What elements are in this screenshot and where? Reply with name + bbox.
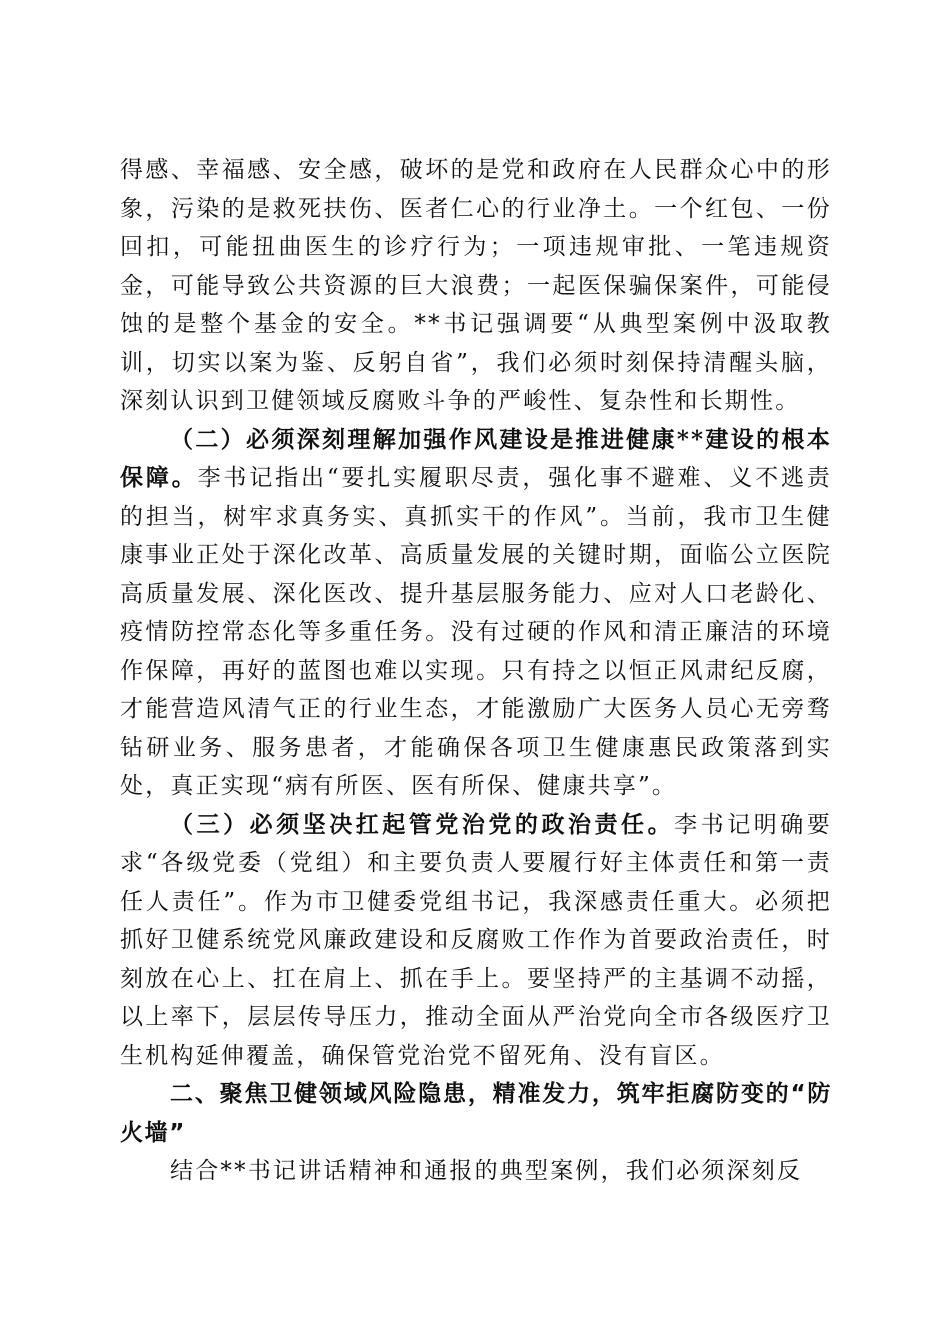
paragraph-continuation: 得感、幸福感、安全感，破坏的是党和政府在人民群众心中的形象，污染的是救死扶伤、医者仁心的行业净土。一个红包、一份回扣，可能扭曲医生的诊疗行为；一项违规审批、一笔违规资金，可能导致公共资源的巨大浪费；一起医保骗保案件，可能侵蚀的是整个基金的安全。**书记强调要“从典型案例中汲取教训，切实以案为鉴、反躬自省”，我们必须时刻保持清醒头脑，深刻认识到卫健领域反腐败斗争的严峻性、复杂性和长期性。 [120, 157, 832, 414]
section-2-body: 李书记指出“要扎实履职尽责，强化事不避难、义不逃责的担当，树牢求真务实、真抓实干的作风”。当前，我市卫生健康事业正处于深化改革、高质量发展的关键时期，面临公立医院高质量发展、深化医改、提升基层服务能力、应对人口老龄化、疫情防控常态化等多重任务。没有过硬的作风和清正廉洁的环境作保障，再好的蓝图也难以实现。只有持之以恒正风肃纪反腐，才能营造风清气正的行业生态，才能激励广大医务人员心无旁骛钻研业务、服务患者，才能确保各项卫生健康惠民政策落到实处，真正实现“病有所医、医有所保、健康共享”。 [120, 465, 832, 799]
section-3-paragraph [120, 806, 832, 1076]
heading-2: 二、聚焦卫健领域风险隐患，精准发力，筑牢拒腐防变的“防火墙” [120, 1081, 832, 1146]
closing-paragraph: 结合**书记讲话精神和通报的典型案例，我们必须深刻反 [170, 1158, 803, 1184]
section-2-paragraph [120, 421, 832, 806]
section-3-body: 李书记明确要求“各级党委（党组）和主要负责人要履行好主体责任和第一责任人责任”。作为市卫健委党组书记，我深感责任重大。必须把抓好卫健系统党风廉政建设和反腐败工作作为首要政治责任，时刻放在心上、扛在肩上、抓在手上。要坚持严的主基调不动摇，以上率下，层层传导压力，推动全面从严治党向全市各级医疗卫生机构延伸覆盖，确保管党治党不留死角、没有盲区。 [120, 811, 832, 1069]
section-3-lead: （三）必须坚决扛起管党治党的政治责任。 [170, 810, 675, 838]
section-2-lead: （二）必须深刻理解加强作风建设是推进健康**建设的根本保障。 [120, 425, 832, 491]
document-page [120, 151, 832, 1191]
